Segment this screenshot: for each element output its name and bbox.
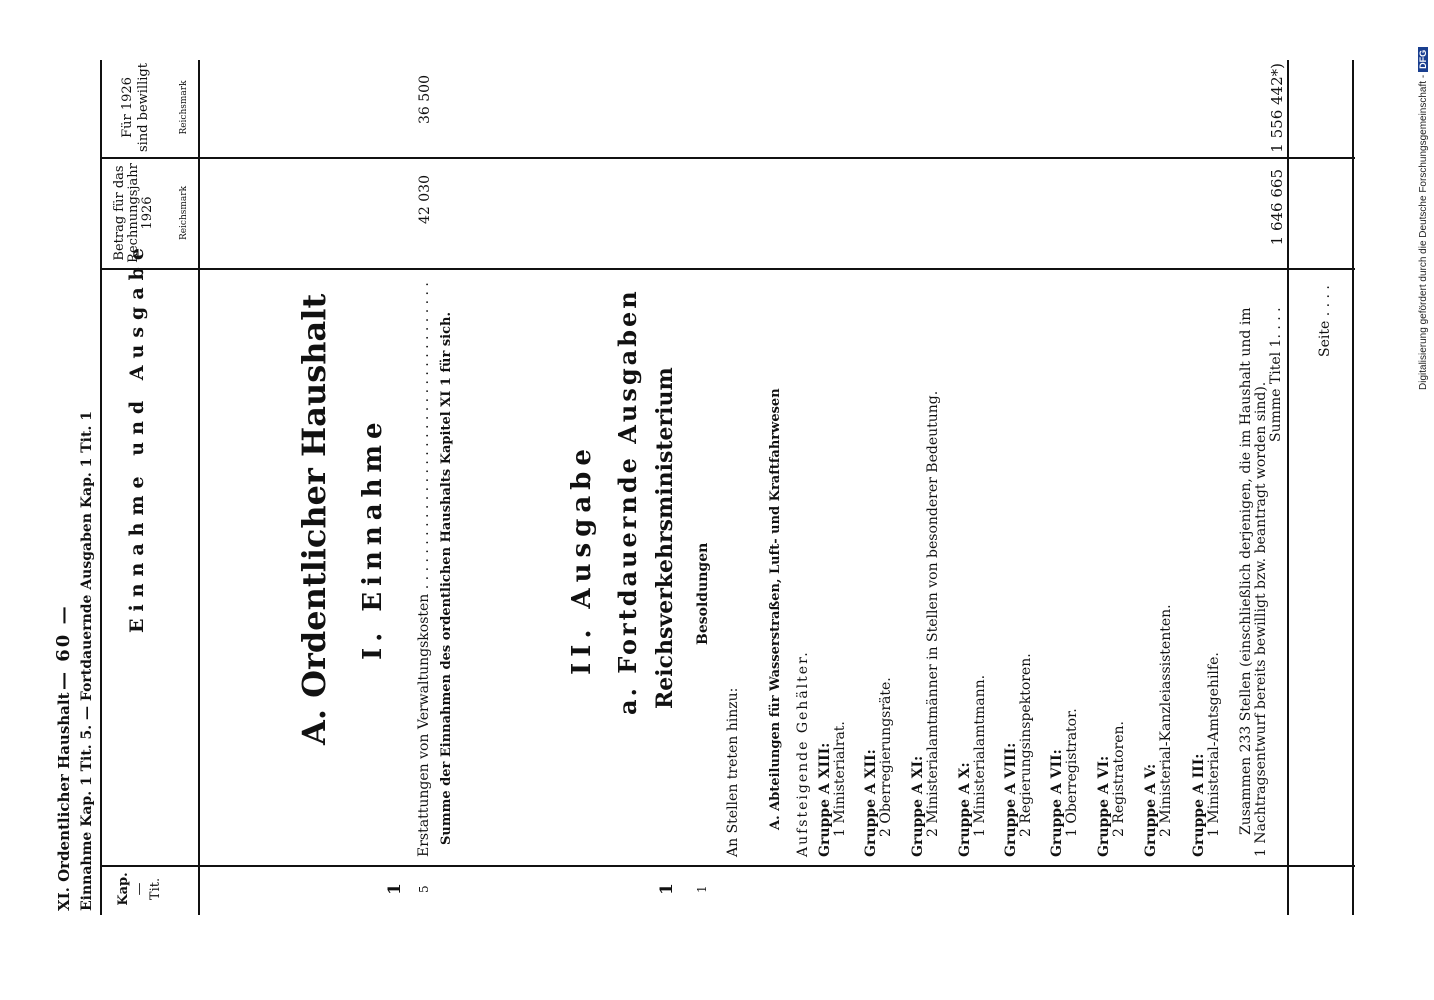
gruppe-label: Gruppe A V: [1143, 763, 1159, 857]
betrag-line1: Betrag für das [112, 165, 127, 261]
betrag-unit: Reichsmark [179, 185, 189, 241]
kap-column-dash: — [132, 882, 147, 896]
dot-leader: . . . . . . . . . . . . . . . . . . . . . . . . . . . . . . . . . . . [416, 282, 432, 594]
gruppe-line: 2 Ministerialamtmänner in Stellen von besonderer Bedeutung. [925, 390, 941, 837]
ausgabe-tit: 1 [695, 885, 709, 893]
bewilligt-line1: Für 1926 [120, 77, 135, 138]
gruppe-line: 2 Regierungsinspektoren. [1018, 653, 1034, 837]
document-page [55, 45, 1355, 915]
bewilligt-line2: sind bewilligt [136, 63, 151, 152]
section-ii-heading: II. Ausgabe [567, 443, 597, 675]
bewilligt-column-rule [100, 157, 1355, 159]
abteilung-heading: A. Abteilungen für Wasserstraßen, Luft- und Kraftfahrwesen [768, 388, 783, 830]
header-left-line1: XI. Ordentlicher Haushalt [55, 692, 73, 911]
seite-label: Seite . . . . [1317, 285, 1333, 357]
section-i-heading: I. Einnahme [358, 416, 388, 660]
gruppe-label: Gruppe A XII: [863, 749, 879, 857]
besoldungen-heading: Besoldungen [695, 542, 711, 645]
gruppe-label: Gruppe A X: [957, 762, 973, 857]
dfg-credit-text: Digitalisierung gefördert durch die Deutsche Forschungsgemeinschaft - [1418, 74, 1429, 390]
betrag-line2: Rechnungsjahr [126, 163, 141, 263]
zusammen-line1: Zusammen 233 Stellen (einschließlich derjenigen, die im Haushalt und im [1238, 307, 1254, 835]
betrag-line3: 1926 [140, 196, 155, 230]
table-top-rule [100, 60, 102, 915]
gruppe-label: Gruppe A VI: [1096, 755, 1112, 857]
einnahme-summe: Summe der Einnahmen des ordentlichen Haushalts Kapitel XI 1 für sich. [439, 311, 454, 845]
ausgabe-kap: 1 [657, 883, 677, 895]
section-a-heading: A. Ordentlicher Haushalt [295, 293, 333, 745]
gruppe-line: 1 Ministerialamtmann. [972, 674, 988, 837]
einnahme-text [416, 282, 432, 857]
gruppe-label: Gruppe A III: [1191, 753, 1207, 857]
kap-column-rule [100, 865, 1355, 867]
column-title [126, 240, 148, 633]
gruppe-line: 1 Ministerialrat. [832, 721, 848, 837]
digitization-credit [1418, 47, 1429, 390]
gruppe-label: Gruppe A VII: [1049, 749, 1065, 857]
einnahme-betrag: 42 030 [417, 175, 433, 224]
kap-column-label: Kap. [116, 872, 131, 906]
gruppe-line: 1 Oberregistrator. [1064, 708, 1080, 837]
intro-text: An Stellen treten hinzu: [725, 687, 741, 857]
dfg-logo: DFG [1418, 47, 1428, 72]
einnahme-bewilligt: 36 500 [417, 75, 433, 124]
betrag-column-rule [100, 268, 1355, 270]
page-number: — 60 — [53, 604, 74, 690]
gruppe-line: 2 Registratoren. [1111, 721, 1127, 837]
einnahme-label: Erstattungen von Verwaltungskosten [416, 593, 432, 857]
fortdauernde-heading: a. Fortdauernde Ausgaben [613, 288, 642, 715]
summe-titel-betrag: 1 646 665 [1268, 169, 1286, 246]
summe-titel-bewilligt: 1 556 442*) [1268, 63, 1286, 153]
einnahme-tit: 5 [417, 885, 431, 893]
header-left-line2: Einnahme Kap. 1 Tit. 5. — Fortdauernde Ausgaben Kap. 1 Tit. 1 [79, 411, 95, 911]
zusammen-line2: 1 Nachtragsentwurf bereits bewilligt bzw. beantragt worden sind). [1253, 381, 1269, 857]
einnahme-ausgabe-title: Einnahme und Ausgabe [126, 240, 148, 633]
gruppe-label: Gruppe A XIII: [817, 742, 833, 857]
gruppe-label: Gruppe A XI: [910, 755, 926, 857]
ministry-heading: Reichsverkehrsministerium [652, 367, 678, 709]
tit-column-label: Tit. [148, 877, 163, 901]
summe-titel-label: Summe Titel 1. . . . [1268, 307, 1284, 442]
summe-rule [1287, 60, 1289, 915]
gruppe-line: 2 Oberregierungsräte. [878, 677, 894, 837]
gruppe-label: Gruppe A VIII: [1003, 742, 1019, 857]
bewilligt-unit: Reichsmark [179, 80, 189, 135]
einnahme-kap: 1 [385, 883, 405, 895]
gruppe-line: 1 Ministerial-Amtsgehilfe. [1206, 652, 1222, 837]
table-bottom-rule [1352, 60, 1354, 915]
table-head-rule [198, 60, 200, 915]
aufsteigende-heading: Aufsteigende Gehälter. [795, 650, 811, 857]
gruppe-line: 2 Ministerial-Kanzleiassistenten. [1158, 604, 1174, 837]
